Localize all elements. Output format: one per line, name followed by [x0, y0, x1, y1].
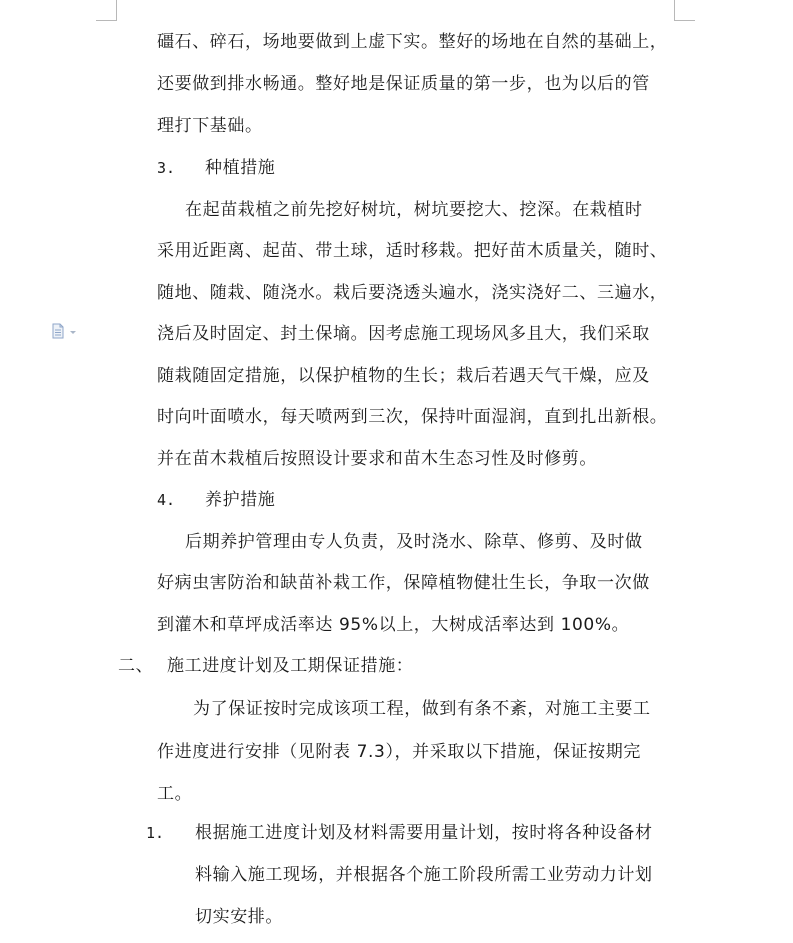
para1-line-2: 还要做到排水畅通。整好地是保证质量的第一步，也为以后的管 [157, 74, 650, 94]
para2-line-1: 在起苗栽植之前先挖好树坑，树坑要挖大、挖深。在栽植时 [185, 200, 643, 220]
section-4-title: 养护措施 [205, 490, 276, 510]
para4-line-2: 作进度进行安排（见附表 7.3），并采取以下措施，保证按期完 [157, 742, 641, 762]
list-1-number: 1. [146, 824, 165, 842]
para3-line-1: 后期养护管理由专人负责，及时浇水、除草、修剪、及时做 [185, 532, 643, 552]
section-ii-number: 二、 [118, 656, 154, 676]
para1-line-3: 理打下基础。 [157, 116, 263, 136]
para4-line-1: 为了保证按时完成该项工程，做到有条不紊，对施工主要工 [193, 699, 651, 719]
list-1-line-2: 料输入施工现场，并根据各个施工阶段所需工业劳动力计划 [195, 865, 653, 885]
para3-line-2: 好病虫害防治和缺苗补栽工作，保障植物健壮生长，争取一次做 [157, 573, 650, 593]
para2-line-7: 并在苗木栽植后按照设计要求和苗木生态习性及时修剪。 [157, 449, 597, 469]
para3-line-3: 到灌木和草坪成活率达 95%以上，大树成活率达到 100%。 [157, 615, 630, 635]
para2-line-2: 采用近距离、起苗、带土球，适时移栽。把好苗木质量关，随时、 [157, 241, 668, 261]
section-3-number: 3. [157, 159, 176, 177]
para1-line-1: 礓石、碎石，场地要做到上虚下实。整好的场地在自然的基础上， [157, 32, 668, 52]
para2-line-3: 随地、随栽、随浇水。栽后要浇透头遍水，浇实浇好二、三遍水， [157, 283, 668, 303]
document-icon-svg [51, 323, 79, 339]
list-1-line-3: 切实安排。 [195, 907, 283, 927]
crop-mark-top-left [96, 0, 117, 21]
section-3-title: 种植措施 [205, 158, 276, 178]
para2-line-6: 时向叶面喷水，每天喷两到三次，保持叶面湿润，直到扎出新根。 [157, 407, 668, 427]
crop-mark-top-right [674, 0, 695, 21]
para2-line-5: 随栽随固定措施，以保护植物的生长；栽后若遇天气干燥，应及 [157, 366, 650, 386]
section-4-number: 4. [157, 491, 176, 509]
para2-line-4: 浇后及时固定、封土保墒。因考虑施工现场风多且大，我们采取 [157, 324, 650, 344]
para4-line-3: 工。 [157, 784, 193, 804]
list-1-line-1: 根据施工进度计划及材料需要用量计划，按时将各种设备材 [195, 823, 653, 843]
section-ii-title: 施工进度计划及工期保证措施： [167, 656, 414, 676]
document-icon[interactable] [51, 323, 79, 339]
